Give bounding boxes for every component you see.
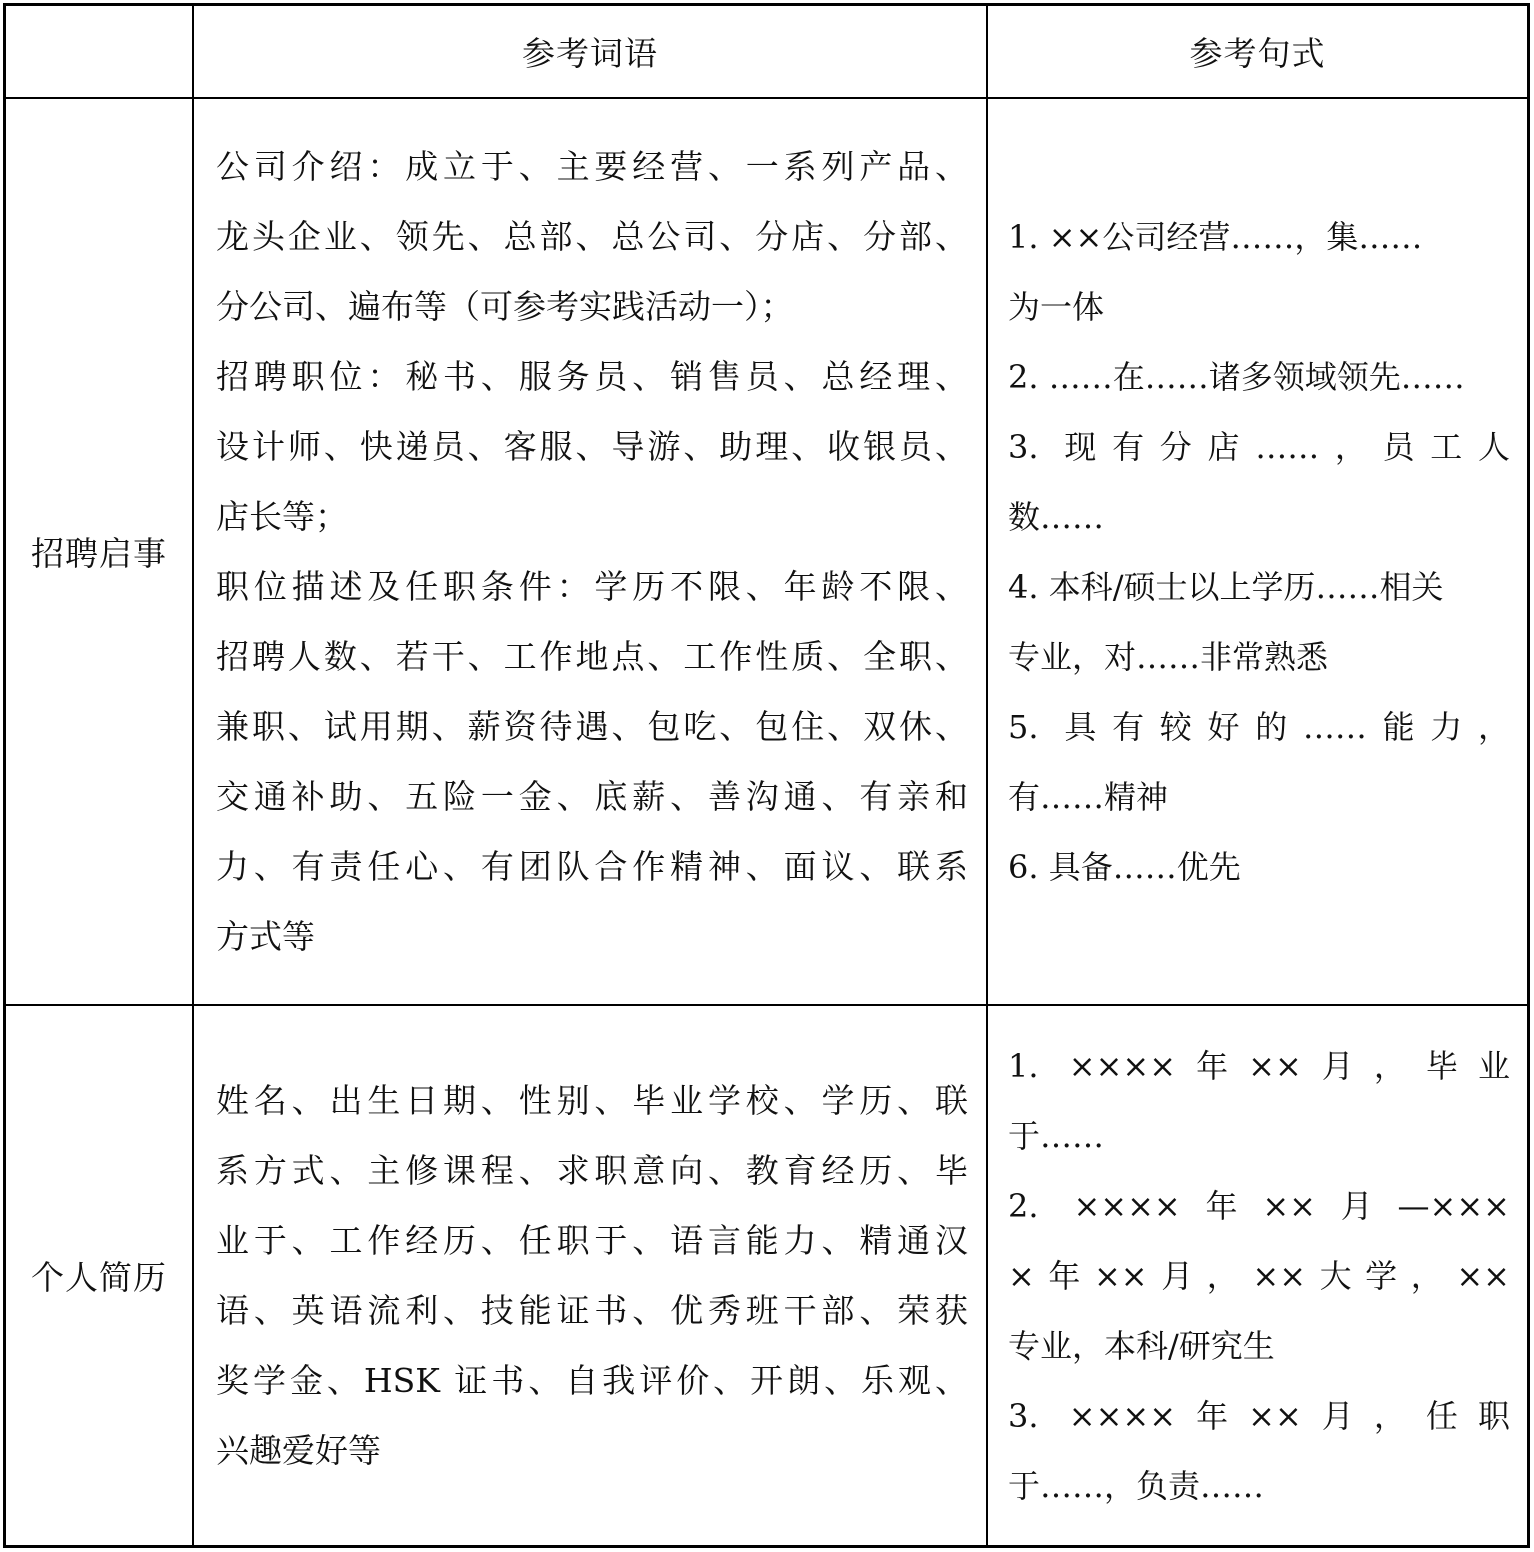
words-line: 设计师、快递员、客服、导游、助理、收银员、 [216,426,968,466]
words-line: 分公司、遍布等（可参考实践活动一）； [216,286,794,326]
words-line: 招聘人数、若干、工作地点、工作性质、全职、 [216,636,968,676]
words-line: 店长等； [216,496,348,536]
reference-sentences-cell [1008,1006,1510,1545]
words-line: 奖学金、HSK 证书、自我评价、开朗、乐观、 [216,1360,968,1400]
sentence-line: 6. 具备……优先 [1008,847,1241,886]
sentence-line: 有……精神 [1008,777,1169,816]
row-label-cell [6,99,192,1004]
words-line: 公司介绍：成立于、主要经营、一系列产品、 [216,146,968,186]
row-label-cell [6,1006,192,1545]
header-col2-text: 参考词语 [522,34,658,73]
row-label: 招聘启事 [31,534,167,573]
words-line: 龙头企业、领先、总部、总公司、分店、分部、 [216,216,968,256]
sentence-line: 3. 现有分店……，员工人 [1008,427,1510,466]
column-divider-2 [986,3,988,1548]
row-label: 个人简历 [31,1258,167,1297]
reference-words-cell [216,1006,968,1545]
header-cell-empty [6,6,192,97]
words-line: 系方式、主修课程、求职意向、教育经历、毕 [216,1150,968,1190]
header-cell-reference-words [194,6,986,97]
words-line: 姓名、出生日期、性别、毕业学校、学历、联 [216,1080,968,1120]
sentence-line: 2. ……在……诸多领域领先…… [1008,357,1465,396]
sentence-line: 1. ××××年××月，毕业 [1008,1046,1510,1085]
words-line: 业于、工作经历、任职于、语言能力、精通汉 [216,1220,968,1260]
header-col3-text: 参考句式 [1189,34,1326,73]
words-line: 招聘职位：秘书、服务员、销售员、总经理、 [216,356,968,396]
sentence-line: 专业，对……非常熟悉 [1008,637,1329,676]
sentence-line: 专业，本科/研究生 [1008,1326,1275,1365]
header-cell-reference-sentences [988,6,1527,97]
column-divider-1 [192,3,194,1548]
words-line: 职位描述及任职条件：学历不限、年龄不限、 [216,566,968,606]
sentence-line: 5. 具有较好的……能力， [1008,707,1510,746]
sentence-line: ×年××月，××大学，×× [1008,1256,1510,1295]
sentence-line: 3. ××××年××月，任职 [1008,1396,1510,1435]
sentence-line: 2. ××××年××月—××× [1008,1186,1510,1225]
reference-words-cell [216,99,968,1004]
sentence-line: 4. 本科/硕士以上学历……相关 [1008,567,1444,606]
sentence-line: 数…… [1008,497,1105,536]
words-line: 交通补助、五险一金、底薪、善沟通、有亲和 [216,776,968,816]
sentence-line: 为一体 [1008,287,1105,326]
sentence-line: 1. ××公司经营……，集…… [1008,217,1423,256]
words-line: 方式等 [216,916,315,956]
words-line: 语、英语流利、技能证书、优秀班干部、荣获 [216,1290,968,1330]
reference-sentences-cell [1008,99,1510,1004]
words-line: 力、有责任心、有团队合作精神、面议、联系 [216,846,968,886]
words-line: 兴趣爱好等 [216,1430,381,1470]
words-line: 兼职、试用期、薪资待遇、包吃、包住、双休、 [216,706,968,746]
sentence-line: 于……，负责…… [1008,1466,1265,1505]
sentence-line: 于…… [1008,1116,1105,1155]
